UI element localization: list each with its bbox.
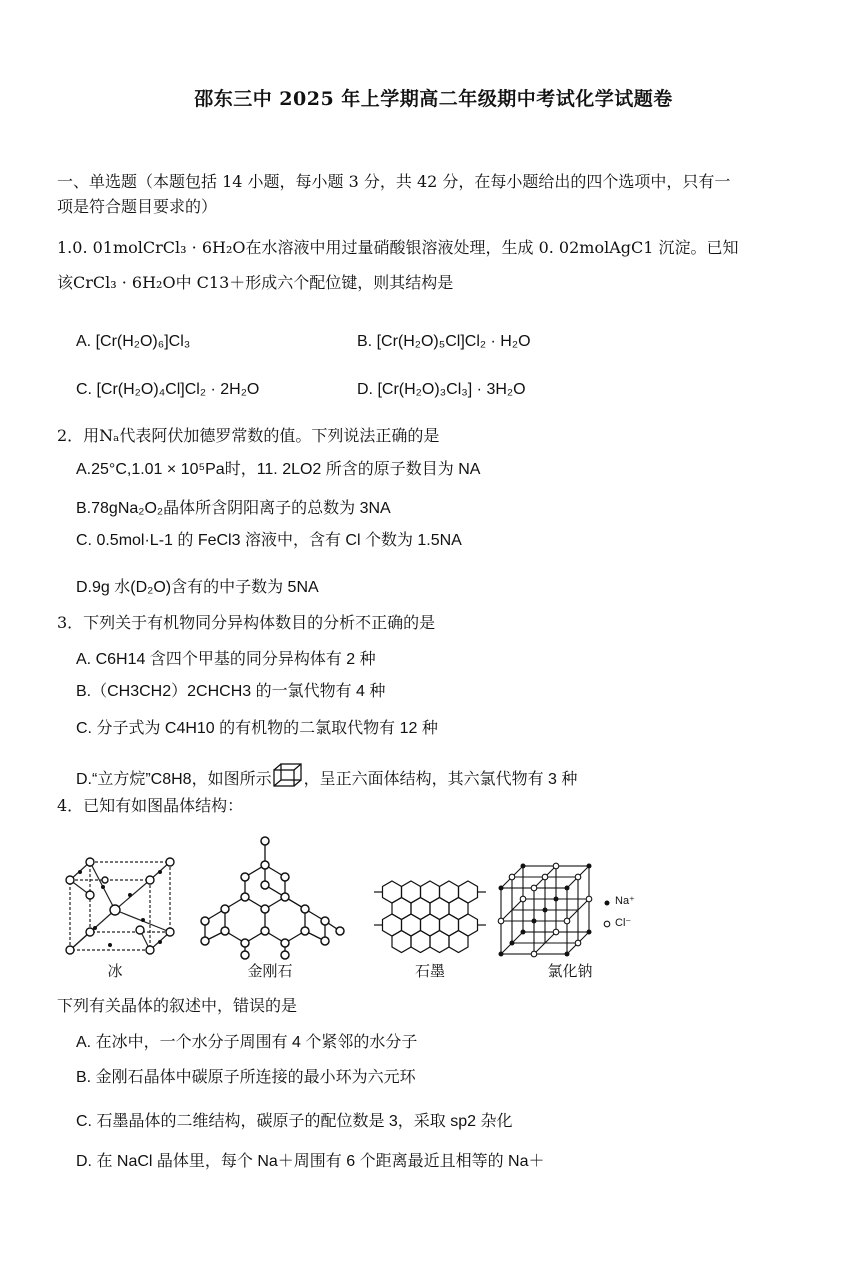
section-header-line2: 项是符合题目要求的） [57, 197, 218, 216]
caption-diamond: 金刚石 [247, 962, 293, 980]
q3-option-d [76, 762, 577, 789]
q2-option-d: D.9g 水(D₂O)含有的中子数为 5NA [76, 579, 319, 596]
section-header-line1: 一、单选题（本题包括 14 小题，每小题 3 分，共 42 分，在每小题给出的四个选项中，只有一 [57, 172, 731, 191]
q1-stem-line2: 该CrCl₃ · 6H₂O中 C13＋形成六个配位键，则其结构是 [57, 273, 454, 292]
q3-stem: 3．下列关于有机物同分异构体数目的分析不正确的是 [57, 613, 436, 632]
q4-lead: 下列有关晶体的叙述中，错误的是 [57, 996, 298, 1015]
q3-option-d-text2: ，呈正六面体结构，其六氯代物有 3 种 [303, 771, 578, 788]
caption-nacl: 氯化钠 [547, 962, 593, 980]
legend-na-label: Na⁺ [615, 895, 635, 907]
nacl-crystal-figure [495, 860, 595, 960]
diamond-crystal-figure [190, 835, 345, 960]
q2-stem: 2．用Nₐ代表阿伏加德罗常数的值。下列说法正确的是 [57, 426, 440, 445]
q3-option-a: A. C6H14 含四个甲基的同分异构体有 2 种 [76, 651, 376, 668]
graphite-crystal-figure [370, 870, 490, 960]
q3-option-c: C. 分子式为 C4H10 的有机物的二氯取代物有 12 种 [76, 720, 438, 737]
q4-option-b: B. 金刚石晶体中碳原子所连接的最小环为六元环 [76, 1069, 416, 1086]
q2-option-a: A.25°C,1.01 × 10⁵Pa时，11. 2LO2 所含的原子数目为 NA [76, 461, 481, 478]
q1-option-c: C. [Cr(H₂O)₄Cl]Cl₂ · 2H₂O [76, 381, 260, 398]
q1-option-b: B. [Cr(H₂O)₅Cl]Cl₂ · H₂O [357, 333, 531, 350]
caption-graphite: 石墨 [414, 962, 445, 980]
nacl-legend-markers [602, 896, 612, 936]
q4-option-c: C. 石墨晶体的二维结构，碳原子的配位数是 3，采取 sp2 杂化 [76, 1113, 513, 1130]
legend-cl-label: Cl⁻ [615, 917, 632, 929]
q3-option-d-text1: D.“立方烷”C8H8，如图所示 [76, 771, 272, 788]
caption-ice: 冰 [107, 962, 123, 980]
q4-option-a: A. 在冰中，一个水分子周围有 4 个紧邻的水分子 [76, 1034, 418, 1051]
q2-option-b: B.78gNa₂O₂晶体所含阴阳离子的总数为 3NA [76, 500, 391, 517]
q1-option-a: A. [Cr(H₂O)₆]Cl₃ [76, 333, 191, 350]
cubane-icon [272, 762, 304, 788]
q1-stem-line1: 1.0. 01molCrCl₃ · 6H₂O在水溶液中用过量硝酸银溶液处理，生成 0. 02molAgC1 沉淀。已知 [57, 238, 739, 257]
q4-option-d: D. 在 NaCl 晶体里，每个 Na＋周围有 6 个距离最近且相等的 Na＋ [76, 1153, 545, 1170]
q1-option-d: D. [Cr(H₂O)₃Cl₃] · 3H₂O [357, 381, 526, 398]
q4-stem: 4．已知有如图晶体结构： [57, 796, 244, 815]
page-title: 邵东三中 2025 年上学期高二年级期中考试化学试题卷 [194, 88, 673, 110]
ice-crystal-figure [55, 850, 180, 960]
q3-option-b: B.（CH3CH2）2CHCH3 的一氯代物有 4 种 [76, 683, 386, 700]
q2-option-c: C. 0.5mol·L-1 的 FeCl3 溶液中，含有 Cl 个数为 1.5NA [76, 532, 462, 549]
